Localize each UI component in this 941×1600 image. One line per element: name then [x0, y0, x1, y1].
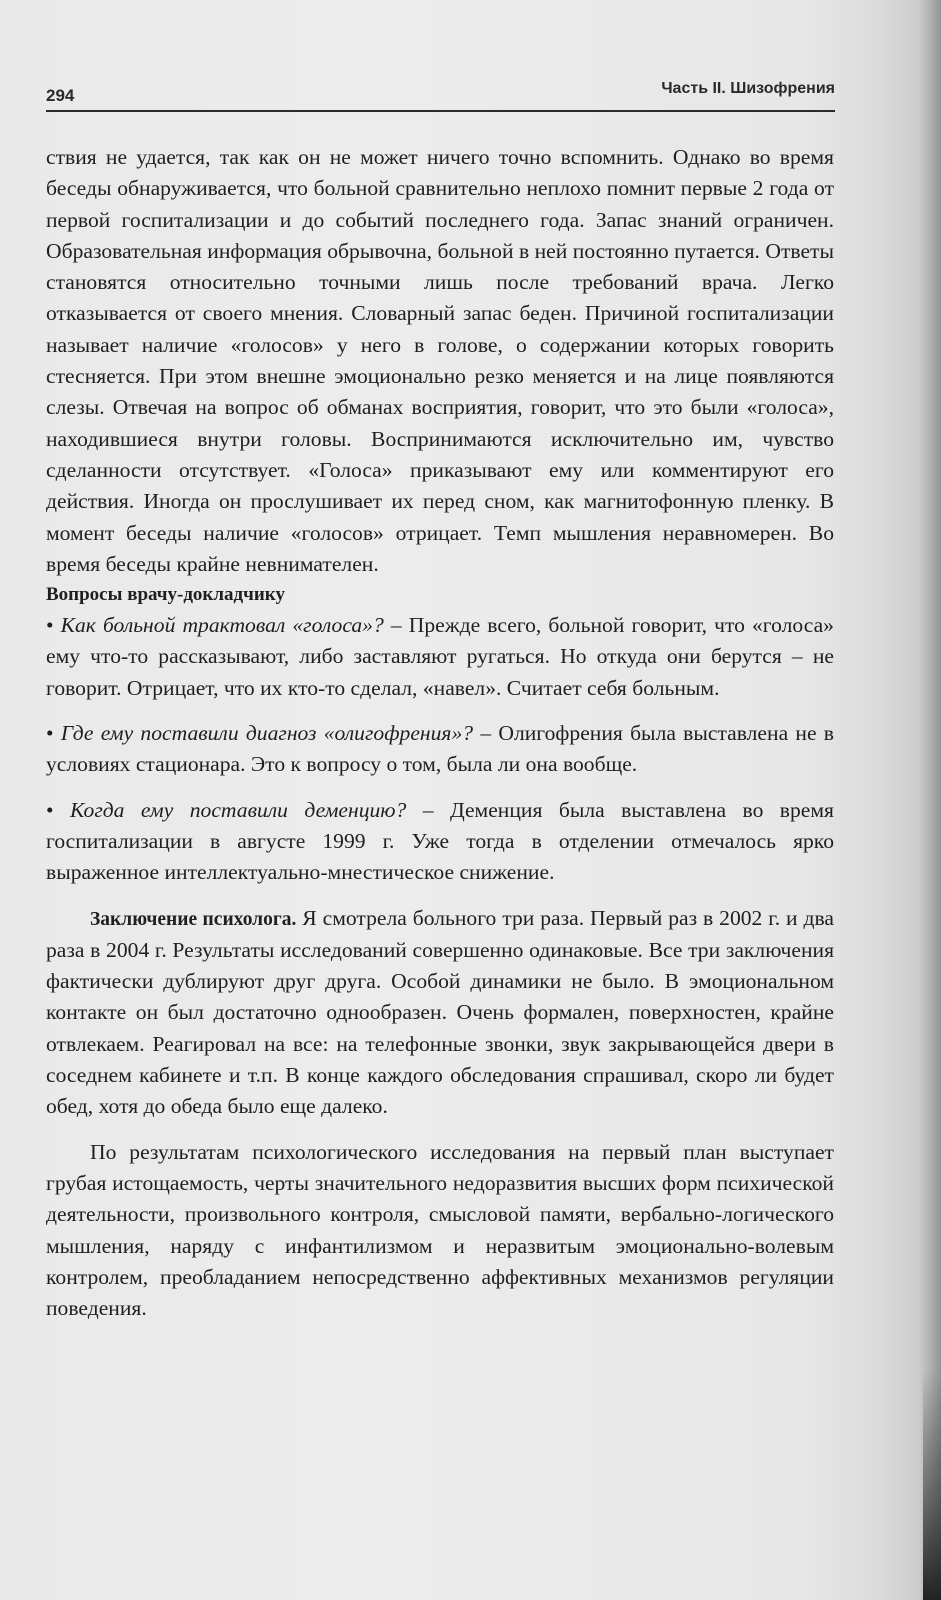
question-item	[46, 718, 834, 781]
bullet-icon: •	[46, 613, 54, 638]
psychologist-text: Я смотрела больного три раза. Первый раз в 2002 г. и два раза в 2004 г. Результаты исследований совершенно одинаковые. Все три заключения фактически дублируют друг друга. Особой динамики не было. В эмоциональном контакте он был достаточно однообразен. Очень формален, поверхностен, крайне отвлекаем. Реагировал на все: на телефонные звонки, звук закрывающейся двери в соседнем кабинете и т.п. В конце каждого обследования спрашивал, скоро ли будет обед, хотя до обеда было еще далеко.	[46, 905, 834, 1119]
final-paragraph: По результатам психологического исследования на первый план выступает грубая истощаемость, черты значительного недоразвития высших форм психической деятельности, произвольного контроля, смысловой памяти, вербально-логического мышления, наряду с инфантилизмом и неразвитым эмоционально-волевым контролем, преобладанием непосредственно аффективных механизмов регуляции поведения.	[46, 1139, 834, 1321]
psychologist-lead: Заключение психолога.	[90, 908, 297, 930]
answer-text: – Олигофрения была выставлена не в условиях стационара. Это к вопросу о том, была ли она вообще.	[46, 721, 834, 777]
spine-shadow	[919, 0, 941, 1600]
bullet-icon: •	[46, 797, 54, 822]
question-text: Когда ему поставили деменцию?	[70, 797, 407, 822]
answer-text: – Прежде всего, больной говорит, что «голоса» ему что-то рассказывают, либо заставляют ругаться. Но откуда они берутся – не говорит. Отрицает, что их кто-то сделал, «навел». Считает себя больным.	[46, 613, 834, 700]
body-paragraph: ствия не удается, так как он не может ничего точно вспомнить. Однако во время беседы обнаруживается, что больной сравнительно неплохо помнит первые 2 года от первой госпитализации и до событий последнего года. Запас знаний ограничен. Образовательная информация обрывочна, больной в ней постоянно путается. Ответы становятся относительно точными лишь после требований врача. Легко отказывается от своего мнения. Словарный запас беден. Причиной госпитализации называет наличие «голосов» у него в голове, о содержании которых говорить стесняется. При этом внешне эмоционально резко меняется и на лице появляются слезы. Отвечая на вопрос об обманах восприятия, говорит, что это были «голоса», находившиеся внутри головы. Воспринимаются исключительно им, чувство сделанности отсутствует. «Голоса» приказывают ему или комментируют его действия. Иногда он прослушивает их перед сном, как магнитофонную пленку. В момент беседы наличие «голосов» отрицает. Темп мышления неравномерен. Во время беседы крайне невнимателен.	[46, 145, 834, 576]
page-body	[46, 142, 834, 1324]
question-item	[46, 795, 834, 889]
question-text: Где ему поставили диагноз «олигофрения»?	[60, 721, 474, 746]
running-head: Часть II. Шизофрения	[661, 80, 835, 97]
section-heading: Вопросы врачу-докладчику	[46, 584, 285, 606]
question-text: Как больной трактовал «голоса»?	[60, 613, 384, 638]
answer-text: – Деменция была выставлена во время госпитализации в августе 1999 г. Уже тогда в отделении отмечалось ярко выраженное интеллектуально-мнестическое снижение.	[46, 797, 834, 885]
question-item	[46, 610, 834, 704]
page-header	[46, 76, 835, 112]
spine-edge	[923, 1370, 941, 1600]
psychologist-conclusion	[46, 903, 834, 1123]
bullet-icon: •	[46, 721, 54, 746]
page-number: 294	[46, 86, 75, 105]
